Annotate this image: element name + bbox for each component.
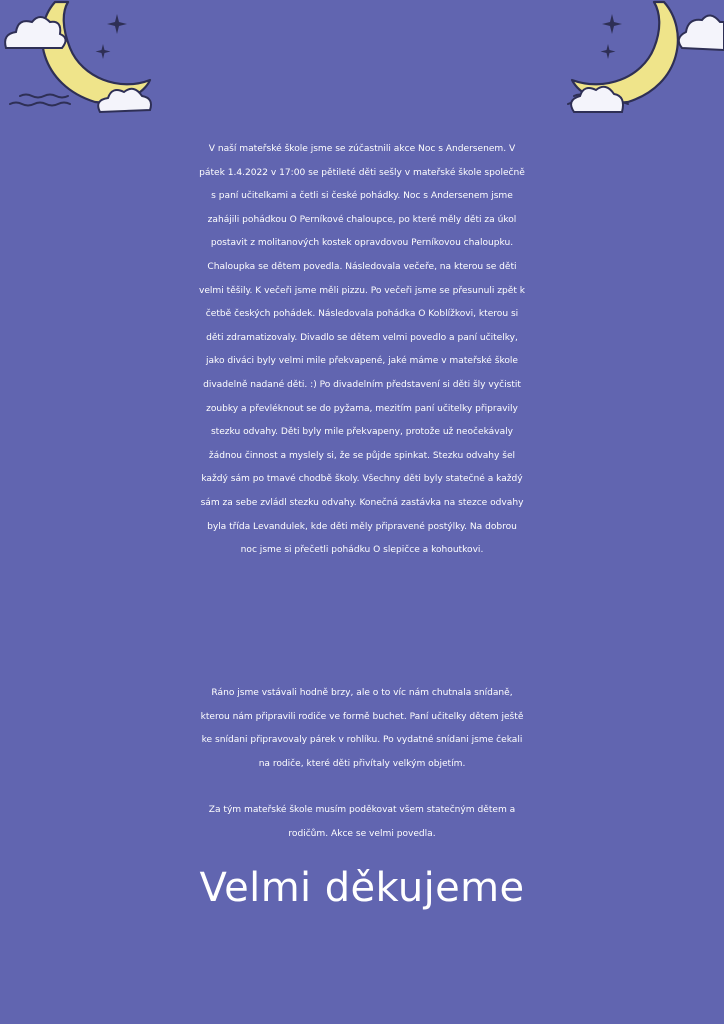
crescent-moon-left-icon: [42, 2, 150, 103]
text-line: děti zdramatizovaly. Divadlo se dětem velmi povedlo a paní učitelky,: [206, 332, 518, 343]
text-line: postavit z molitanových kostek opravdovou Perníkovou chaloupku.: [210, 238, 514, 249]
article-paragraph-3: [0, 799, 724, 846]
text-line: žádnou činnost a myslely si, že se půjde spinkat. Stezku odvahy šel: [208, 450, 516, 461]
text-line: ke snídani připravovaly párek v rohlíku. Po vydatné snídani jsme čekali: [201, 735, 523, 746]
star-icon: [602, 14, 622, 34]
text-line: stezku odvahy. Děti byly mile překvapeny, protože už neočekávaly: [210, 427, 514, 438]
text-line: rodičům. Akce se velmi povedla.: [288, 828, 436, 839]
text-line: divadelně nadané děti. :) Po divadelním představení si děti šly vyčistit: [203, 379, 521, 390]
text-line: na rodiče, které děti přivítaly velkým objetím.: [258, 758, 466, 769]
star-icon: [107, 14, 127, 34]
text-line: pátek 1.4.2022 v 17:00 se pětileté děti sešly v mateřské škole společně: [199, 167, 525, 178]
text-line: noc jsme si přečetli pohádku O slepičce a kohoutkovi.: [240, 545, 484, 556]
text-line: Ráno jsme vstávali hodně brzy, ale o to víc nám chutnala snídaně,: [211, 688, 513, 698]
moon-clouds-right-icon: [564, 0, 724, 122]
text-line: s paní učitelkami a četli si české pohádky. Noc s Andersenem jsme: [211, 191, 513, 202]
text-line: byla třída Levandulek, kde děti měly připravené postýlky. Na dobrou: [207, 521, 517, 532]
text-line: kterou nám připravili rodiče ve formě buchet. Paní učitelky dětem ještě: [200, 711, 524, 722]
moon-clouds-left-icon: [0, 0, 160, 122]
closing-thanks-heading: Velmi děkujeme: [199, 865, 525, 911]
text-line: zoubky a převléknout se do pyžama, mezitím paní učitelky připravily: [206, 403, 518, 414]
text-line: Za tým mateřské škole musím poděkovat všem statečným dětem a: [208, 805, 516, 815]
text-line: každý sám po tmavé chodbě školy. Všechny děti byly statečné a každý: [201, 474, 523, 485]
cloud-left-top-icon: [5, 17, 65, 48]
text-line: jako diváci byly velmi mile překvapené, jaké máme v mateřské škole: [205, 356, 519, 367]
star-icon: [601, 44, 616, 59]
star-icon: [96, 44, 111, 59]
text-line: sám za sebe zvládl stezku odvahy. Konečná zastávka na stezce odvahy: [200, 497, 524, 508]
sparkle-stars-right: [601, 14, 623, 59]
wave-lines-left: [10, 95, 70, 106]
text-line: četbě českých pohádek. Následovala pohádka O Koblížkovi, kterou si: [205, 309, 519, 320]
sparkle-stars-left: [96, 14, 128, 59]
text-line: zahájili pohádkou O Perníkové chaloupce, po které měly děti za úkol: [207, 214, 517, 225]
text-line: velmi těšily. K večeři jsme měli pizzu. Po večeři jsme se přesunuli zpět k: [198, 285, 525, 296]
article-paragraph-1: [0, 138, 724, 563]
article-paragraph-2: [0, 682, 724, 776]
text-line: Chaloupka se dětem povedla. Následovala večeře, na kterou se děti: [207, 261, 517, 272]
text-line: V naší mateřské škole jsme se zúčastnili akce Noc s Andersenem. V: [208, 144, 516, 154]
cloud-right-top-icon: [679, 15, 724, 50]
